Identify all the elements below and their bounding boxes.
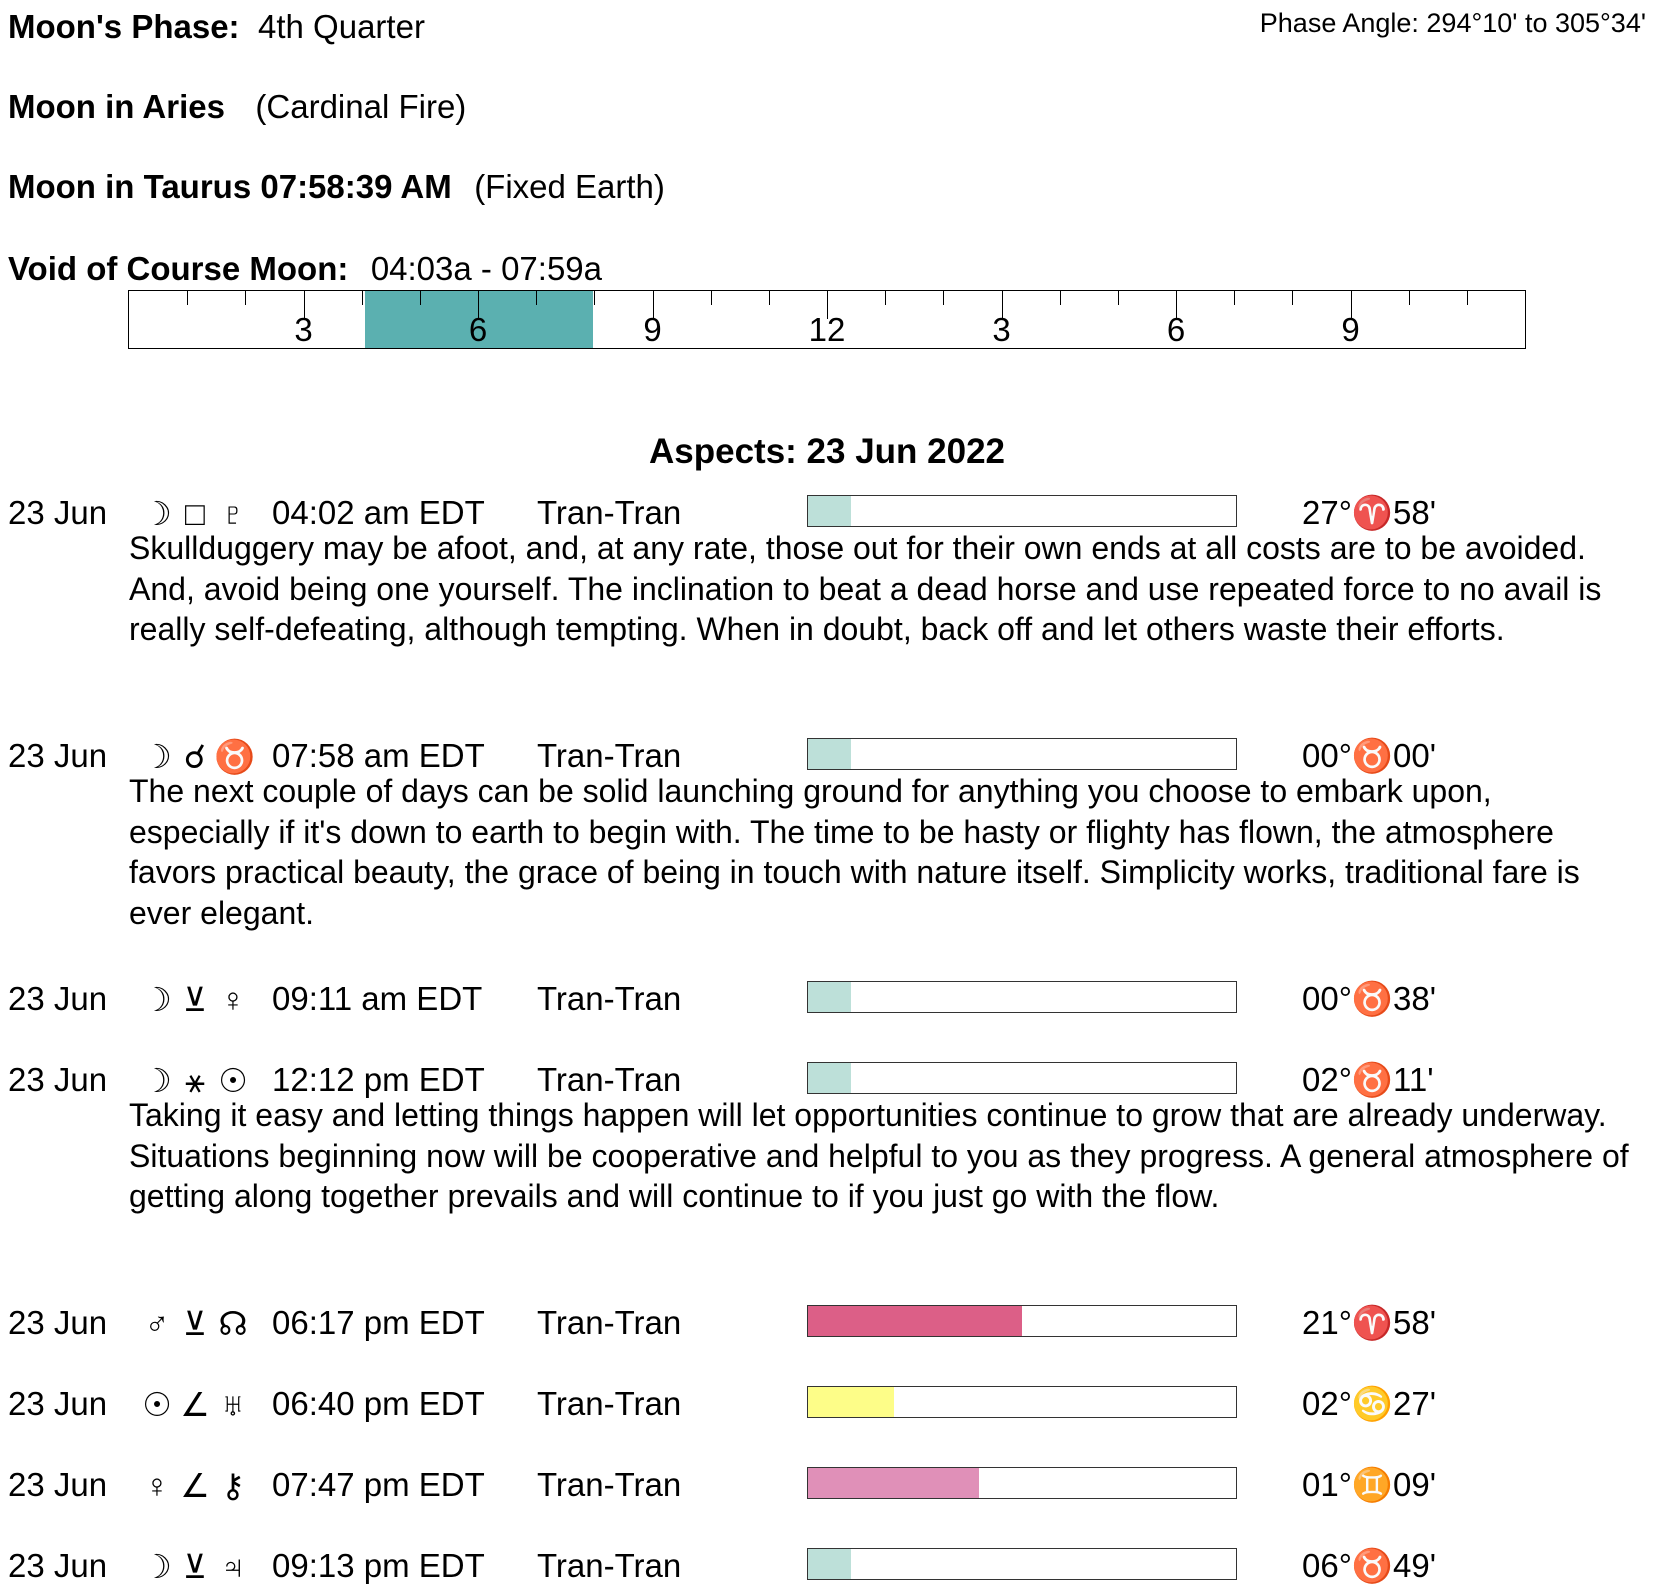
strength-bar	[807, 1386, 1237, 1418]
timeline-hour-label: 12	[808, 311, 846, 348]
strength-bar	[807, 1305, 1237, 1337]
planet-2-glyph: ♉	[214, 738, 256, 775]
aspect-date: 23 Jun	[8, 737, 108, 774]
aspect-time: 07:47 pm EDT	[272, 1466, 485, 1503]
strength-bar-fill	[808, 1468, 979, 1498]
aspect-type: Tran-Tran	[537, 1547, 682, 1584]
planet-2-glyph: ♃	[220, 1548, 246, 1585]
aspect-glyph: □	[185, 495, 205, 532]
aspect-date: 23 Jun	[8, 1547, 108, 1584]
aspect-glyph: ∠	[180, 1386, 210, 1423]
aspect-type: Tran-Tran	[537, 980, 682, 1017]
planet-1-glyph: ☽	[142, 1062, 172, 1099]
aspect-glyph: ⊻	[182, 1548, 208, 1585]
timeline-tick	[1467, 291, 1468, 305]
strength-bar	[807, 981, 1237, 1013]
aspect-row	[0, 1385, 1654, 1425]
aspect-time: 06:17 pm EDT	[272, 1304, 485, 1341]
timeline-tick	[1292, 291, 1293, 305]
timeline-tick	[245, 291, 246, 305]
timeline-tick	[1060, 291, 1061, 305]
strength-bar	[807, 1548, 1237, 1580]
moon-sign-row	[8, 88, 466, 126]
aspect-glyphs	[138, 1304, 258, 1343]
timeline-tick	[943, 291, 944, 305]
planet-2-glyph: ♀	[220, 981, 246, 1018]
timeline-tick	[769, 291, 770, 305]
timeline-tick	[594, 291, 595, 305]
moon-ingress-value: (Fixed Earth)	[474, 168, 665, 205]
strength-bar	[807, 495, 1237, 527]
planet-1-glyph: ☽	[142, 981, 172, 1018]
aspect-type: Tran-Tran	[537, 737, 682, 774]
moon-ingress-row	[8, 168, 665, 206]
timeline-tick	[362, 291, 363, 305]
aspects-heading: Aspects: 23 Jun 2022	[648, 432, 1005, 471]
timeline-tick	[420, 291, 421, 305]
aspect-position: 02°♋27'	[1302, 1385, 1436, 1422]
strength-bar-fill	[808, 1063, 851, 1093]
aspect-type: Tran-Tran	[537, 1061, 682, 1098]
timeline-tick	[885, 291, 886, 305]
timeline-tick	[711, 291, 712, 305]
aspect-row	[0, 1547, 1654, 1587]
timeline-hour-label: 6	[468, 311, 488, 348]
timeline-hour-label: 9	[1341, 311, 1360, 348]
aspect-glyphs	[138, 980, 258, 1019]
aspect-glyph: ☌	[183, 738, 207, 775]
planet-1-glyph: ☉	[142, 1386, 172, 1423]
timeline-tick	[1118, 291, 1119, 305]
strength-bar-fill	[808, 982, 851, 1012]
moon-sign-label: Moon in Aries	[8, 88, 225, 125]
strength-bar-fill	[808, 1306, 1022, 1336]
aspect-time: 06:40 pm EDT	[272, 1385, 485, 1422]
strength-bar	[807, 1467, 1237, 1499]
aspect-position: 01°♊09'	[1302, 1466, 1436, 1503]
aspect-date: 23 Jun	[8, 980, 108, 1017]
aspect-interpretation: The next couple of days can be solid launching ground for anything you choose to embark upon, especially if it's down to earth to begin with. The time to be hasty or flighty has flown, the atmosphere favors practical beauty, the grace of being in touch with nature itself. Simplicity works, traditional fare is ever elegant.	[129, 773, 1580, 931]
aspect-time: 09:13 pm EDT	[272, 1547, 485, 1584]
moon-phase-value: 4th Quarter	[258, 8, 425, 45]
aspect-row	[0, 1466, 1654, 1506]
planet-1-glyph: ☽	[142, 1548, 172, 1585]
aspect-position: 00°♉00'	[1302, 737, 1436, 774]
aspect-time: 04:02 am EDT	[272, 494, 485, 531]
moon-sign-value: (Cardinal Fire)	[255, 88, 467, 125]
aspect-position: 00°♉38'	[1302, 980, 1436, 1017]
planet-1-glyph: ♂	[144, 1305, 170, 1342]
aspect-time: 07:58 am EDT	[272, 737, 485, 774]
planet-2-glyph: ♅	[220, 1386, 246, 1423]
aspect-glyph: ⚹	[185, 1062, 205, 1099]
aspect-position: 02°♉11'	[1302, 1061, 1434, 1098]
timeline-tick	[1234, 291, 1235, 305]
planet-2-glyph: ♇	[220, 495, 246, 532]
aspect-glyphs	[138, 1547, 258, 1586]
strength-bar-fill	[808, 1387, 894, 1417]
timeline-tick	[187, 291, 188, 305]
aspect-date: 23 Jun	[8, 494, 108, 531]
void-of-course-timeline	[128, 290, 1526, 349]
aspect-interpretation: Taking it easy and letting things happen will let opportunities continue to grow that are already underway. Situations beginning now will be cooperative and helpful to you as they progress. A general atmosphere of getting along together prevails and will continue to if you just go with the flow.	[129, 1097, 1629, 1214]
aspect-date: 23 Jun	[8, 1385, 108, 1422]
aspect-glyph: ∠	[180, 1467, 210, 1504]
planet-1-glyph: ☽	[142, 495, 172, 532]
void-of-course-value: 04:03a - 07:59a	[370, 250, 603, 287]
void-of-course-row	[8, 250, 602, 288]
aspect-time: 09:11 am EDT	[272, 980, 483, 1017]
strength-bar	[807, 1062, 1237, 1094]
aspect-type: Tran-Tran	[537, 1466, 682, 1503]
planet-1-glyph: ♀	[144, 1467, 170, 1504]
aspect-position: 06°♉49'	[1302, 1547, 1436, 1584]
timeline-tick	[1409, 291, 1410, 305]
aspect-row	[0, 980, 1654, 1020]
aspect-glyphs	[138, 1385, 258, 1424]
strength-bar	[807, 738, 1237, 770]
planet-2-glyph: ☊	[218, 1305, 248, 1342]
aspect-position: 21°♈58'	[1302, 1304, 1436, 1341]
strength-bar-fill	[808, 739, 851, 769]
aspect-type: Tran-Tran	[537, 1385, 682, 1422]
aspect-date: 23 Jun	[8, 1304, 108, 1341]
aspect-time: 12:12 pm EDT	[272, 1061, 485, 1098]
aspect-glyph: ⊻	[182, 1305, 208, 1342]
aspect-position: 27°♈58'	[1302, 494, 1436, 531]
void-of-course-label: Void of Course Moon:	[8, 250, 349, 287]
aspect-row	[0, 1304, 1654, 1344]
timeline-hour-label: 6	[1166, 311, 1186, 348]
aspect-type: Tran-Tran	[537, 1304, 682, 1341]
aspect-glyphs	[138, 1466, 258, 1505]
moon-phase-row	[8, 8, 425, 46]
moon-phase-label: Moon's Phase:	[8, 8, 240, 45]
planet-2-glyph: ☉	[218, 1062, 248, 1099]
moon-ingress-label: Moon in Taurus 07:58:39 AM	[8, 168, 452, 205]
timeline-tick	[536, 291, 537, 305]
aspect-glyph: ⊻	[182, 981, 208, 1018]
phase-angle: Phase Angle: 294°10' to 305°34'	[1259, 8, 1646, 38]
aspect-date: 23 Jun	[8, 1061, 108, 1098]
strength-bar-fill	[808, 1549, 851, 1579]
strength-bar-fill	[808, 496, 851, 526]
aspect-interpretation: Skullduggery may be afoot, and, at any rate, those out for their own ends at all costs are to be avoided. And, avoid being one yourself. The inclination to beat a dead horse and use repeated force to no avail is really self-defeating, although tempting. When in doubt, back off and let others waste their efforts.	[129, 530, 1602, 647]
timeline-hour-label: 3	[992, 311, 1011, 348]
aspect-date: 23 Jun	[8, 1466, 108, 1503]
planet-1-glyph: ☽	[142, 738, 172, 775]
timeline-hour-label: 3	[294, 311, 313, 348]
planet-2-glyph: ⚷	[220, 1467, 246, 1504]
timeline-hour-label: 9	[643, 311, 662, 348]
aspect-type: Tran-Tran	[537, 494, 682, 531]
